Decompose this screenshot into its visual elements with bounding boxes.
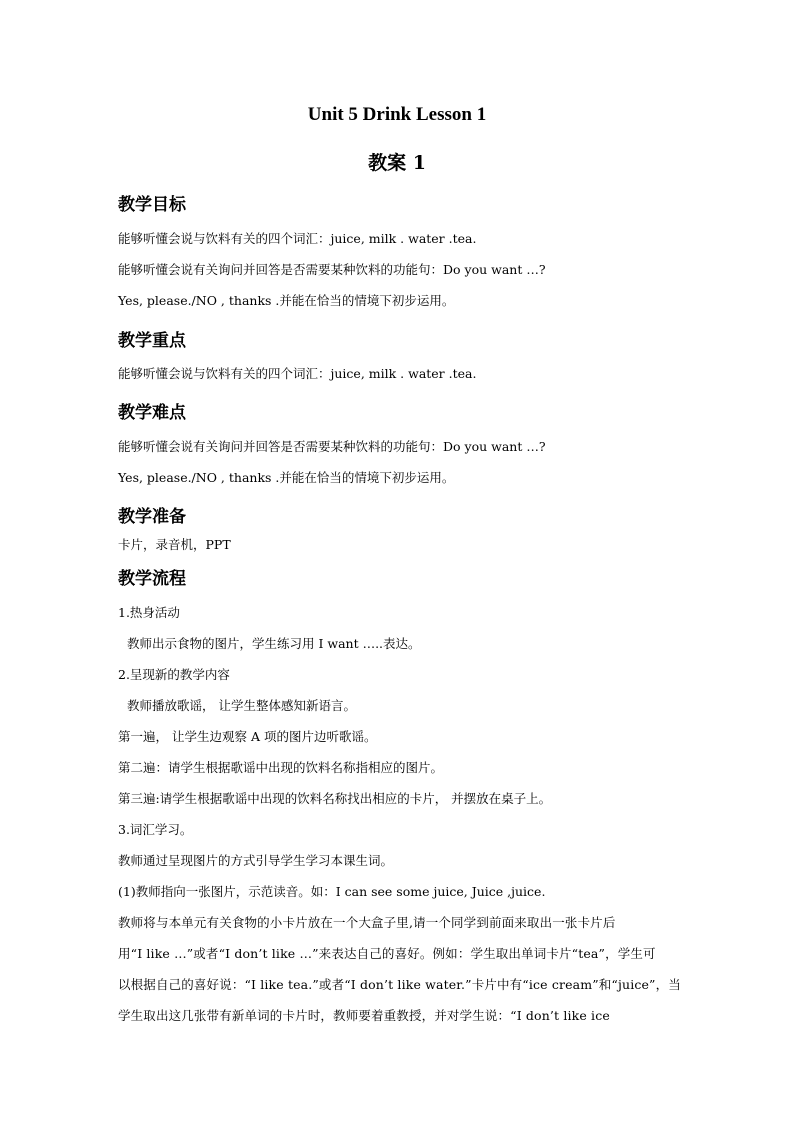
difficulties-heading: 教学难点 — [118, 403, 186, 423]
process-step: 2.呈现新的教学内容 — [118, 667, 230, 682]
process-line: 教师通过呈现图片的方式引导学生学习本课生词。 — [118, 853, 394, 868]
preparation-heading: 教学准备 — [118, 507, 186, 527]
process-heading: 教学流程 — [118, 569, 186, 589]
difficulties-line: 能够听懂会说有关询问并回答是否需要某种饮料的功能句：Do you want …? — [118, 439, 546, 454]
process-line: 第二遍：请学生根据歌谣中出现的饮料名称指相应的图片。 — [118, 760, 444, 775]
process-line: 教师播放歌谣， 让学生整体感知新语言。 — [127, 698, 356, 713]
process-line: 学生取出这几张带有新单词的卡片时，教师要着重教授，并对学生说：“I don’t like ice — [118, 1008, 610, 1023]
objectives-line: Yes, please./NO , thanks .并能在恰当的情境下初步运用。 — [118, 293, 455, 308]
process-line: 第一遍， 让学生边观察 A 项的图片边听歌谣。 — [118, 729, 377, 744]
process-line: 第三遍:请学生根据歌谣中出现的饮料名称找出相应的卡片， 并摆放在桌子上。 — [118, 791, 552, 806]
process-line: 用“I like …”或者“I don’t like …”来表达自己的喜好。例如：学生取出单词卡片“tea”，学生可 — [118, 946, 656, 961]
process-step: 1.热身活动 — [118, 605, 180, 620]
objectives-heading: 教学目标 — [118, 195, 186, 215]
preparation-line: 卡片，录音机，PPT — [118, 537, 231, 552]
key-points-heading: 教学重点 — [118, 331, 186, 351]
objectives-line: 能够听懂会说与饮料有关的四个词汇：juice, milk . water .tea. — [118, 231, 477, 246]
key-points-line: 能够听懂会说与饮料有关的四个词汇：juice, milk . water .tea. — [118, 366, 477, 381]
document-title: Unit 5 Drink Lesson 1 — [307, 104, 487, 125]
objectives-line: 能够听懂会说有关询问并回答是否需要某种饮料的功能句：Do you want …? — [118, 262, 546, 277]
difficulties-line: Yes, please./NO , thanks .并能在恰当的情境下初步运用。 — [118, 470, 455, 485]
process-line: 教师将与本单元有关食物的小卡片放在一个大盒子里,请一个同学到前面来取出一张卡片后 — [118, 915, 616, 930]
process-line: 教师出示食物的图片，学生练习用 I want …..表达。 — [127, 636, 421, 651]
process-step: 3.词汇学习。 — [118, 822, 193, 837]
process-line: (1)教师指向一张图片，示范读音。如：I can see some juice, Juice ,juice. — [118, 884, 546, 899]
process-line: 以根据自己的喜好说：“I like tea.”或者“I don’t like water.”卡片中有“ice cream”和“juice”，当 — [118, 977, 681, 992]
document-subtitle: 教案 1 — [368, 152, 426, 174]
